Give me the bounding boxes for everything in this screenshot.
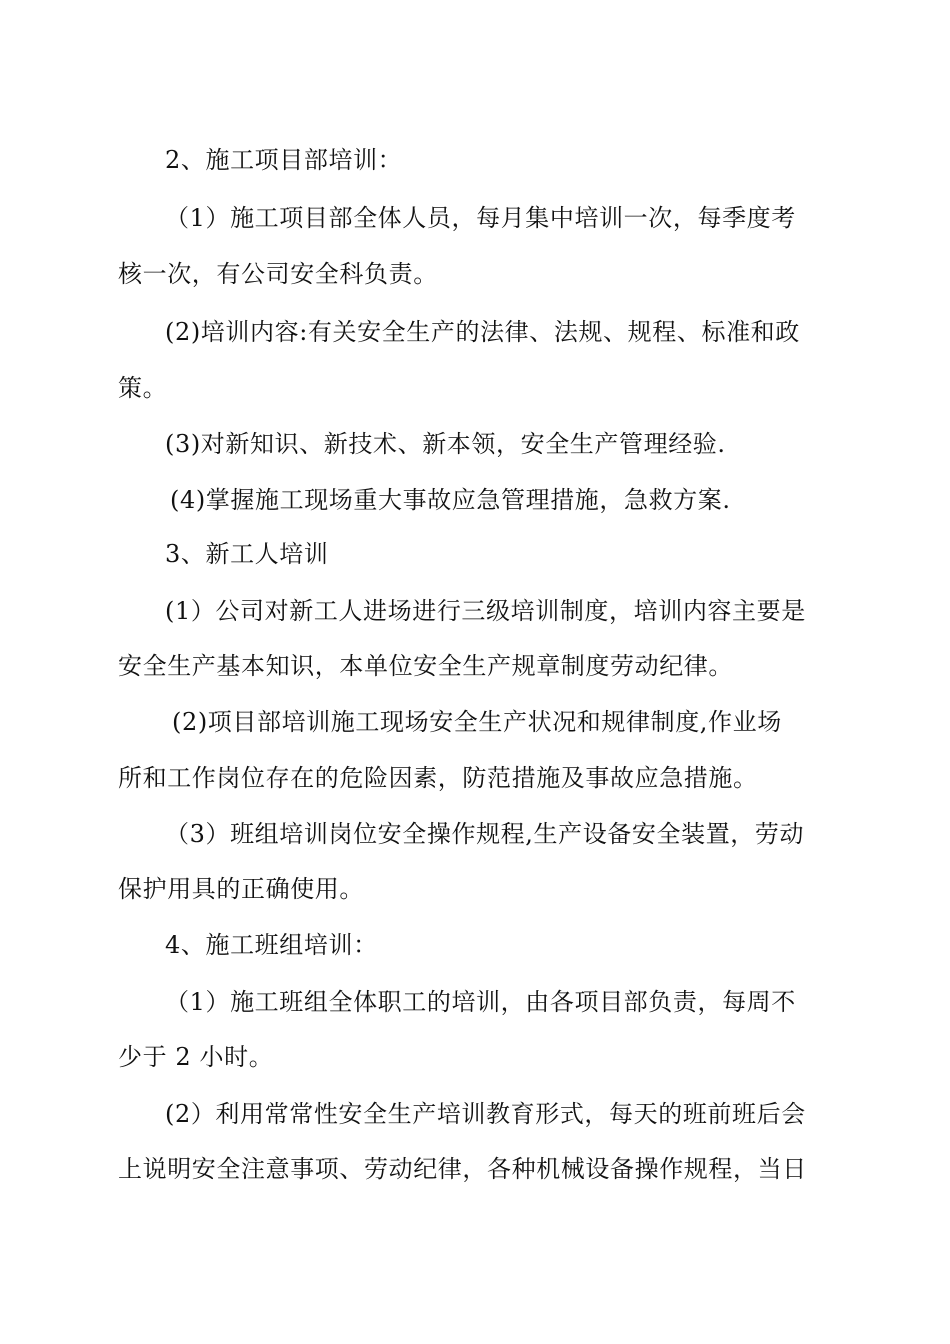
paragraph-line: 所和工作岗位存在的危险因素，防范措施及事故应急措施。 — [118, 764, 758, 792]
paragraph-line: (2）利用常常性安全生产培训教育形式，每天的班前班后会 — [165, 1100, 806, 1128]
heading-new-worker-training: 3、新工人培训 — [165, 540, 329, 568]
heading-team-training: 4、施工班组培训： — [165, 931, 378, 959]
paragraph-line: (4)掌握施工现场重大事故应急管理措施，急救方案. — [170, 486, 731, 514]
paragraph-line: 安全生产基本知识，本单位安全生产规章制度劳动纪律。 — [118, 652, 733, 680]
heading-project-dept-training: 2、施工项目部培训： — [165, 146, 403, 174]
paragraph-line: (2)培训内容:有关安全生产的法律、法规、规程、标准和政 — [165, 318, 800, 346]
paragraph-line: 上说明安全注意事项、劳动纪律，各种机械设备操作规程，当日 — [118, 1155, 807, 1183]
paragraph-line: 保护用具的正确使用。 — [118, 875, 364, 903]
paragraph-line: (1）公司对新工人进场进行三级培训制度，培训内容主要是 — [165, 597, 806, 625]
paragraph-line: 策。 — [118, 374, 168, 402]
paragraph-line: （3）班组培训岗位安全操作规程,生产设备安全装置，劳动 — [165, 820, 805, 848]
paragraph-line: 核一次，有公司安全科负责。 — [118, 260, 438, 288]
paragraph-line: （1）施工项目部全体人员，每月集中培训一次，每季度考 — [165, 204, 796, 232]
paragraph-line: (2)项目部培训施工现场安全生产状况和规律制度,作业场 — [172, 708, 782, 736]
paragraph-line: （1）施工班组全体职工的培训，由各项目部负责，每周不 — [165, 988, 796, 1016]
paragraph-line: 少于 2 小时。 — [118, 1043, 274, 1071]
paragraph-line: (3)对新知识、新技术、新本领，安全生产管理经验. — [165, 430, 726, 458]
